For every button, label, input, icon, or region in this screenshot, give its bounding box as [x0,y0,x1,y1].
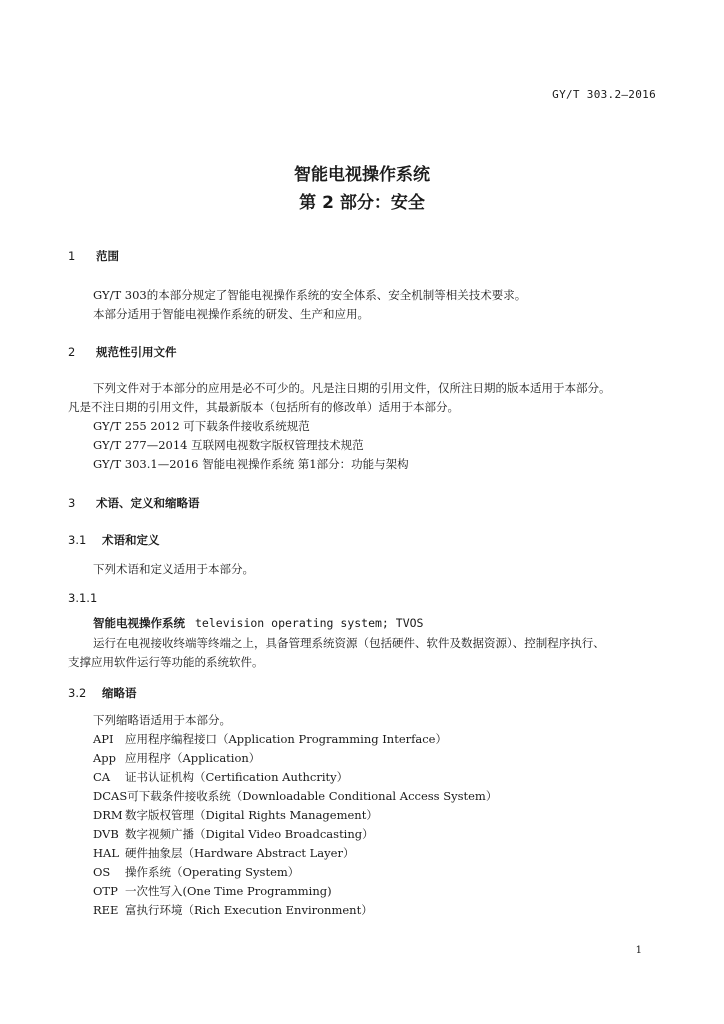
term-chinese: 智能电视操作系统 [93,616,185,630]
abbreviation: OTP [93,884,118,898]
abbreviation-item [93,864,299,880]
abbreviation-item [93,845,354,861]
page-number: 1 [635,945,642,956]
abbreviation-definition: 富执行环境（Rich Execution Environment） [125,903,373,917]
abbreviation: DVB [93,827,119,841]
term-definition-line-2: 支撑应用软件运行等功能的系统软件。 [68,655,264,669]
abbreviation-definition: 应用程序编程接口（Application Programming Interface） [125,732,447,746]
section-3-2-heading [68,685,137,701]
section-title: 规范性引用文件 [96,345,177,359]
abbreviation-item [93,902,373,918]
abbreviation: App [93,751,117,765]
section-1-heading [68,248,119,264]
section-3-1-1-heading [68,591,97,605]
abbreviation-item [93,769,348,785]
section-2-paragraph-line-1: 下列文件对于本部分的应用是必不可少的。凡是注日期的引用文件，仅所注日期的版本适用于本部分。 [93,381,611,395]
abbreviation-definition: 证书认证机构（Certification Authcrity） [125,770,349,784]
section-3-1-heading [68,532,160,548]
abbreviation-item [93,807,378,823]
section-title: 术语、定义和缩略语 [96,496,200,510]
abbreviation: HAL [93,846,119,860]
abbreviation-definition: 数字版权管理（Digital Rights Management） [125,808,378,822]
section-3-heading [68,495,200,511]
section-1-paragraph-2: 本部分适用于智能电视操作系统的研发、生产和应用。 [93,307,369,321]
abbreviation: API [93,732,114,746]
term-definition-line-1: 运行在电视接收终端等终端之上，具备管理系统资源（包括硬件、软件及数据资源）、控制程序执行、 [93,636,605,650]
standard-number: GY/T 303.2—2016 [552,88,656,101]
abbreviation: CA [93,770,111,784]
section-number: 3 [68,496,76,510]
abbreviation-definition: 可下载条件接收系统（Downloadable Conditional Access System） [127,789,498,803]
section-2-heading [68,344,177,360]
section-3-2-paragraph: 下列缩略语适用于本部分。 [93,713,231,727]
document-title: 智能电视操作系统 [294,165,430,185]
reference-item: GY/T 277—2014 互联网电视数字版权管理技术规范 [93,438,364,452]
abbreviation: DRM [93,808,123,822]
abbreviation-definition: 一次性写入(One Time Programming) [125,884,332,898]
abbreviation: DCAS [93,789,128,803]
term-english: television operating system; TVOS [195,616,424,630]
reference-item: GY/T 303.1—2016 智能电视操作系统 第1部分：功能与架构 [93,457,409,471]
abbreviation-item [93,750,260,766]
section-number: 3.2 [68,686,87,700]
section-1-paragraph-1: GY/T 303的本部分规定了智能电视操作系统的安全体系、安全机制等相关技术要求。 [93,288,527,302]
abbreviation-definition: 操作系统（Operating System） [125,865,300,879]
abbreviation-item [93,883,332,899]
abbreviation-item [93,731,447,747]
abbreviation: OS [93,865,111,879]
abbreviation-item [93,826,374,842]
section-title: 缩略语 [102,686,137,700]
abbreviation-item [93,788,497,804]
abbreviation-definition: 数字视频广播（Digital Video Broadcasting） [125,827,374,841]
section-number: 3.1 [68,533,87,547]
section-number: 1 [68,249,76,263]
abbreviation: REE [93,903,119,917]
section-title: 术语和定义 [102,533,160,547]
section-2-paragraph-line-2: 凡是不注日期的引用文件，其最新版本（包括所有的修改单）适用于本部分。 [68,400,459,414]
abbreviation-definition: 硬件抽象层（Hardware Abstract Layer） [125,846,355,860]
section-3-1-paragraph: 下列术语和定义适用于本部分。 [93,562,254,576]
section-number: 2 [68,345,76,359]
term-entry [93,615,423,631]
section-number: 3.1.1 [68,591,98,605]
abbreviation-definition: 应用程序（Application） [125,751,261,765]
section-title: 范围 [96,249,119,263]
document-subtitle: 第 2 部分：安全 [299,193,425,213]
reference-item: GY/T 255 2012 可下载条件接收系统规范 [93,419,310,433]
